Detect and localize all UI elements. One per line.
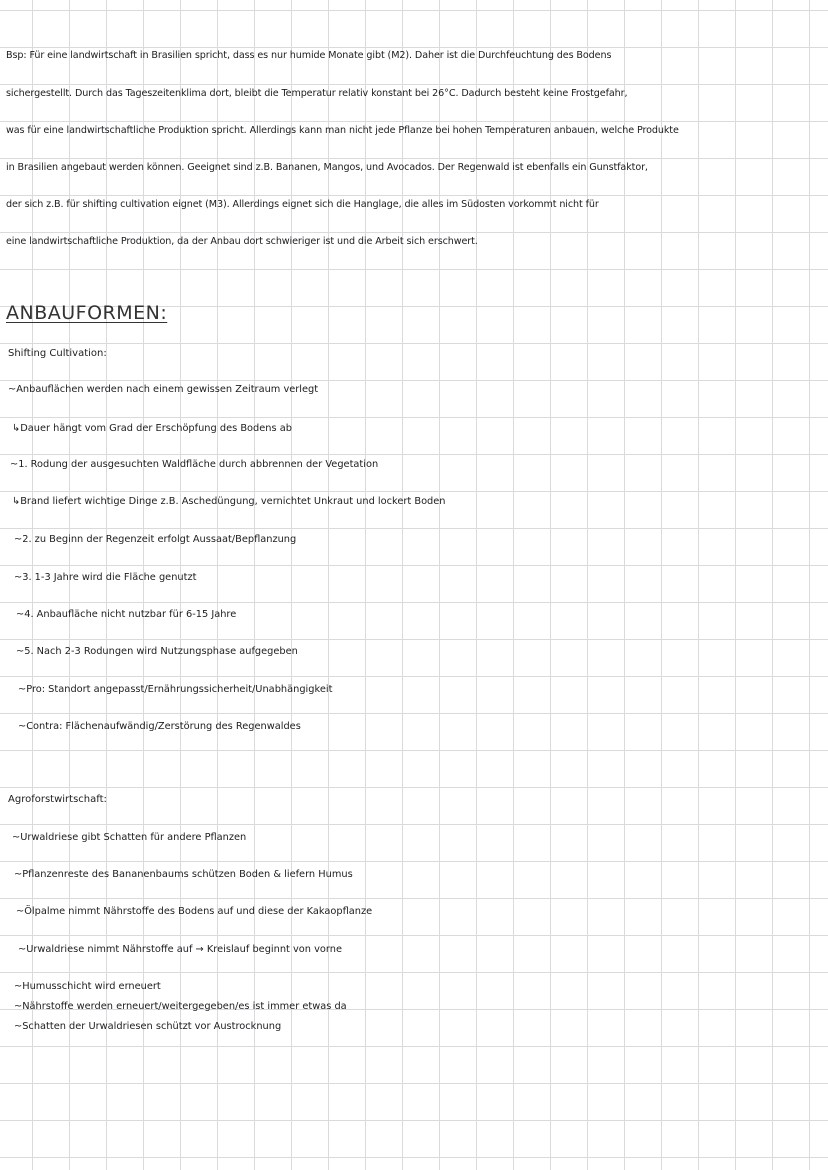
list-item: ~Contra: Flächenaufwändig/Zerstörung des Regenwaldes: [18, 721, 301, 732]
list-item: ↳Dauer hängt vom Grad der Erschöpfung des Bodens ab: [12, 423, 292, 434]
list-item: ~Urwaldriese gibt Schatten für andere Pflanzen: [12, 832, 247, 843]
list-item: ~Schatten der Urwaldriesen schützt vor Austrocknung: [14, 1021, 282, 1032]
list-item: ~Pro: Standort angepasst/Ernährungssicherheit/Unabhängigkeit: [18, 684, 333, 695]
list-item: ~1. Rodung der ausgesuchten Waldfläche durch abbrennen der Vegetation: [10, 459, 379, 470]
intro-line: eine landwirtschaftliche Produktion, da der Anbau dort schwieriger ist und die Arbeit sich erschwert.: [6, 236, 478, 247]
list-item: ~Nährstoffe werden erneuert/weitergegeben/es ist immer etwas da: [14, 1001, 347, 1012]
intro-line: was für eine landwirtschaftliche Produktion spricht. Allerdings kann man nicht jede Pflanze bei hohen Temperaturen anbauen, welche Produkte: [6, 125, 679, 136]
intro-line: in Brasilien angebaut werden können. Geeignet sind z.B. Bananen, Mangos, und Avocados. Der Regenwald ist ebenfalls ein Gunstfaktor,: [6, 162, 648, 173]
list-item: ~Pflanzenreste des Bananenbaums schützen Boden & liefern Humus: [14, 869, 353, 880]
intro-line: Bsp: Für eine landwirtschaft in Brasilien spricht, dass es nur humide Monate gibt (M2). Daher ist die Durchfeuchtung des Bodens: [6, 50, 612, 61]
list-item: ~Humusschicht wird erneuert: [14, 981, 161, 992]
list-item: ~Urwaldriese nimmt Nährstoffe auf → Kreislauf beginnt von vorne: [18, 944, 343, 955]
list-item: ~Anbauflächen werden nach einem gewissen Zeitraum verlegt: [8, 384, 319, 395]
list-item: ~5. Nach 2-3 Rodungen wird Nutzungsphase aufgegeben: [16, 646, 298, 657]
shifting-title: Shifting Cultivation:: [8, 348, 107, 359]
list-item: ~3. 1-3 Jahre wird die Fläche genutzt: [14, 572, 197, 583]
list-item: ~Ölpalme nimmt Nährstoffe des Bodens auf und diese der Kakaopflanze: [16, 906, 373, 917]
agro-title: Agroforstwirtschaft:: [8, 794, 107, 805]
list-item: ~4. Anbaufläche nicht nutzbar für 6-15 Jahre: [16, 609, 237, 620]
intro-line: der sich z.B. für shifting cultivation eignet (M3). Allerdings eignet sich die Hanglage, die alles im Südosten vorkommt nicht für: [6, 199, 599, 210]
intro-line: sichergestellt. Durch das Tageszeitenklima dort, bleibt die Temperatur relativ konstant bei 26°C. Dadurch besteht keine Frostgefahr,: [6, 88, 628, 99]
list-item: ↳Brand liefert wichtige Dinge z.B. Aschedüngung, vernichtet Unkraut und lockert Boden: [12, 496, 446, 507]
list-item: ~2. zu Beginn der Regenzeit erfolgt Aussaat/Bepflanzung: [14, 534, 297, 545]
section-heading: ANBAUFORMEN:: [6, 302, 168, 324]
